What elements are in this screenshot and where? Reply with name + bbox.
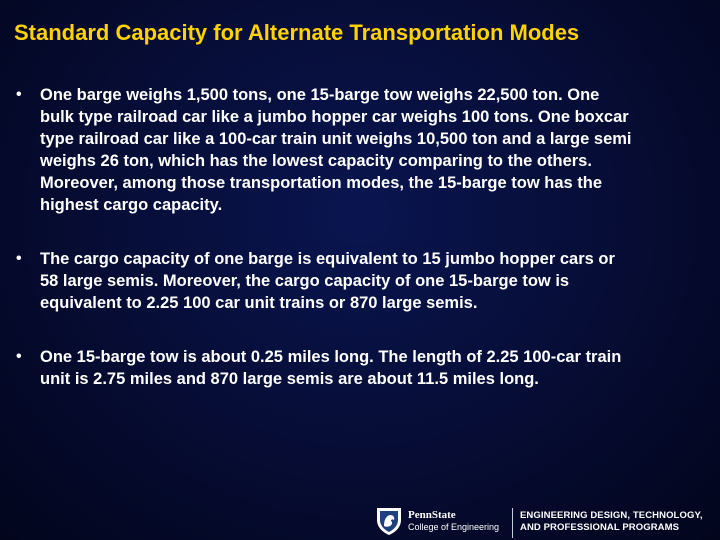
department-line: ENGINEERING DESIGN, TECHNOLOGY, [520, 510, 703, 521]
bullet-marker: • [16, 348, 22, 365]
department-name [520, 510, 718, 534]
bullet-marker: • [16, 250, 22, 267]
university-name: PennState [408, 509, 456, 521]
slide-title: Standard Capacity for Alternate Transportation Modes [14, 20, 580, 45]
college-name: College of Engineering [408, 522, 500, 532]
footer [0, 498, 720, 540]
bullet-item [14, 248, 634, 314]
department-line: AND PROFESSIONAL PROGRAMS [520, 522, 680, 533]
bullet-item [14, 84, 634, 216]
footer-divider [512, 508, 513, 538]
bullet-text: The cargo capacity of one barge is equivalent to 15 jumbo hopper cars or 58 large semis. Moreover, the cargo capacity of one 15-barge tow is equivalent to 2.25 100 car unit trains or 870 large semis. [40, 250, 615, 312]
bullet-marker: • [16, 86, 22, 103]
bullet-list [14, 84, 634, 422]
bullet-text: One barge weighs 1,500 tons, one 15-barge tow weighs 22,500 ton. One bulk type railroad car like a jumbo hopper car weighs 100 tons. One boxcar type railroad car like a 100-car train unit weighs 10,500 ton and a large semi weighs 26 ton, which has the lowest capacity comparing to the others. Moreover, among those transportation modes, the 15-barge tow has the highest cargo capacity. [40, 86, 632, 214]
bullet-item [14, 346, 634, 390]
bullet-text: One 15-barge tow is about 0.25 miles long. The length of 2.25 100-car train unit is 2.75 miles and 870 large semis are about 11.5 miles long. [40, 348, 622, 388]
nittany-lion-shield-icon [376, 506, 402, 536]
